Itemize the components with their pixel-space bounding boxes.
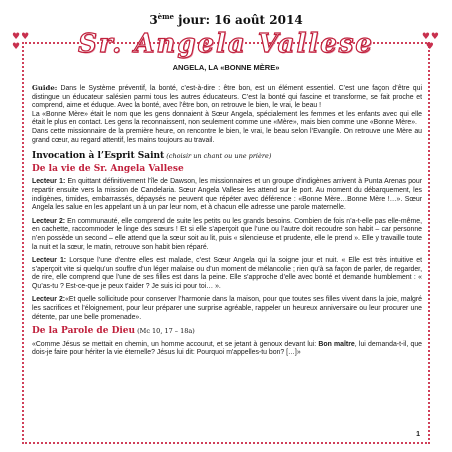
guide-paragraph: Guide: Dans le Système préventif, la bonté, c’est-à-dire : être bon, est un élément essentiel. C’est une façon d’être qui distingue un éducateur salésien parmi tous les autres éducateurs. C’est la bonté qui fascine et transforme, se fait proche et comprend, aime et éduque. Avec la bonté, avec l’être bon, on retrouve le bien, le vrai, le beau ! La «Bonne Mère» était le nom que les gens donnaient à Sœur Angela, spécialement les femmes et les enfants avec qui elle était le plus en contact. Les gens la reconnaissent, non seulement comme une «Mère», mais bien comme une «Bonne Mère». Dans cette missionnaire de la première heure, on rencontre le bien, le vrai, le beau selon l’Evangile. On retrouve une Mère au grand cœur, au regard attentif, les mains toujours au travail. bbox=[32, 84, 422, 144]
heart-ornament-icon: ♥♥ ♥ bbox=[12, 32, 31, 52]
page-number: 1 bbox=[416, 431, 420, 438]
frame-bottom-border bbox=[22, 442, 430, 444]
reading-paragraph: Lecteur 2: En communauté, elle comprend de suite les petits ou les grands besoins. Combien de fois n’a-t-elle pas elle-même, en cachette, raccommoder le linge des sœurs ! Et si elle s’aperçoit que l’une ou l’autre doit recoudre son habit – car personne n’en possède un second – elle attend que la sœur soit au lit, puis « silencieuse et prudente, elle le prend ». Elle y travaille toute la nuit et la sœur, le matin, retrouve son habit bien réparé. bbox=[32, 217, 422, 251]
page-subtitle: ANGELA, LA «BONNE MÈRE» bbox=[172, 63, 280, 72]
frame-right-border bbox=[428, 42, 430, 444]
page-title: Sr. Angela Vallese bbox=[78, 29, 374, 59]
guide-label: Guide: bbox=[32, 84, 58, 92]
reading-paragraph: Lecteur 2:«Et quelle sollicitude pour conserver l’harmonie dans la maison, pour que toutes ses filles vivent dans la joie, malgré les sacrifices et l’éloignement, pour leur préparer une surprise agréable, rappeler un heureux anniversaire ou leur procurer une détente, par une belle promenade». bbox=[32, 296, 422, 321]
reading-paragraph: Lecteur 1: Lorsque l’une d’entre elles est malade, c’est Sœur Angela qui la soigne jour et nuit. « Elle est très intuitive et s’aperçoit vite si quelqu’un souffre d’un léger malaise ou d’un moment de mélancolie ; rien qu’à sa façon de parler, de regarder, de rire, elle comprend que l’une de ses filles est dans la peine. Elle s’approche d’elle avec bonté et demande humblement : « Qu’as-tu ? Est-ce-que je peux t’aider ? Je suis ici pour toi… ». bbox=[32, 257, 422, 290]
invocation-heading: Invocation à l’Esprit Saint (choisir un chant ou une prière) bbox=[32, 151, 272, 162]
document-body bbox=[32, 84, 422, 363]
frame-left-border bbox=[22, 42, 24, 444]
date-line: 3ème jour: 16 août 2014 bbox=[149, 12, 303, 27]
life-heading: De la vie de Sr. Angela Vallese bbox=[32, 163, 184, 174]
reading-paragraph: Lecteur 1: En quittant définitivement l’île de Dawson, les missionnaires et un groupe d’indigènes arrivent à Punta Arenas pour repartir ensuite vers la mission de Candelaria. Sœur Angela Vallese les attend sur le port. Au moment du débarquement, les indigènes, timides, embarrassés, dépaysés ne peuvent que répéter avec déférence : «Bonne Mère…Bonne Mère !…». Sœur Angela les salue en les appelant un à un par leur nom, et à chacun elle adresse une parole maternelle. bbox=[32, 178, 422, 212]
document-page bbox=[10, 6, 442, 446]
word-heading: De la Parole de Dieu (Mc 10, 17 – 18a) bbox=[32, 326, 195, 337]
heart-ornament-icon: ♥♥ ♥ bbox=[421, 32, 440, 52]
gospel-paragraph: «Comme Jésus se mettait en chemin, un homme accourut, et se jetant à genoux devant lui: Bon maître, lui demanda-t-il, que dois-je faire pour hériter la vie éternelle? Jésus lui dit: Pourquoi m'appelles-tu bon? […]» bbox=[32, 340, 423, 357]
